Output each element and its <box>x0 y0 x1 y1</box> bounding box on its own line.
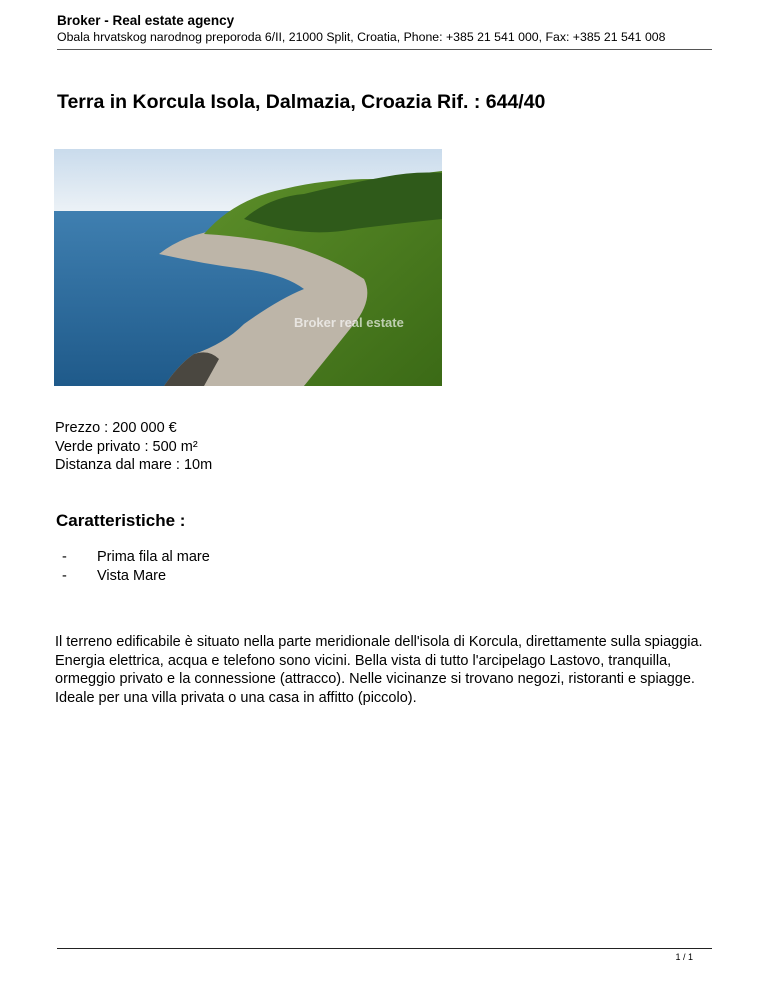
footer-divider <box>57 948 712 949</box>
company-address: Obala hrvatskog narodnog preporoda 6/II, 21000 Split, Croatia, Phone: +385 21 541 000, Fax: +385 21 541 008 <box>57 30 666 44</box>
listing-title: Terra in Korcula Isola, Dalmazia, Croazia Rif. : 644/40 <box>57 91 546 113</box>
distance-to-sea: Distanza dal mare : 10m <box>55 457 213 473</box>
bullet-dash: - <box>62 567 67 584</box>
listing-description: Il terreno edificabile è situato nella parte meridionale dell'isola di Korcula, direttamente sulla spiaggia. Energia elettrica, acqua e telefono sono vicini. Bella vista di tutto l'arcipelago Lastovo, tranquilla, ormeggio privato e la connessione (attracco). Nelle vicinanze si trovano negozi, ristoranti e spiagge. Ideale per una villa privata o una casa in affitto (piccolo). <box>55 634 703 706</box>
features-heading: Caratteristiche : <box>56 511 186 530</box>
photo-watermark: Broker real estate <box>294 315 404 330</box>
price: Prezzo : 200 000 € <box>55 420 177 436</box>
list-item <box>62 548 210 567</box>
features-list <box>62 548 210 585</box>
property-specs <box>55 419 212 475</box>
property-photo <box>54 149 442 386</box>
document-header <box>57 13 697 45</box>
private-green-area: Verde privato : 500 m² <box>55 438 198 455</box>
company-name: Broker - Real estate agency <box>57 13 235 28</box>
header-divider <box>57 49 712 50</box>
page-number: 1 / 1 <box>675 952 693 962</box>
feature-label: Prima fila al mare <box>97 549 210 565</box>
feature-label: Vista Mare <box>97 567 167 584</box>
bullet-dash: - <box>62 549 67 565</box>
list-item <box>62 567 210 586</box>
